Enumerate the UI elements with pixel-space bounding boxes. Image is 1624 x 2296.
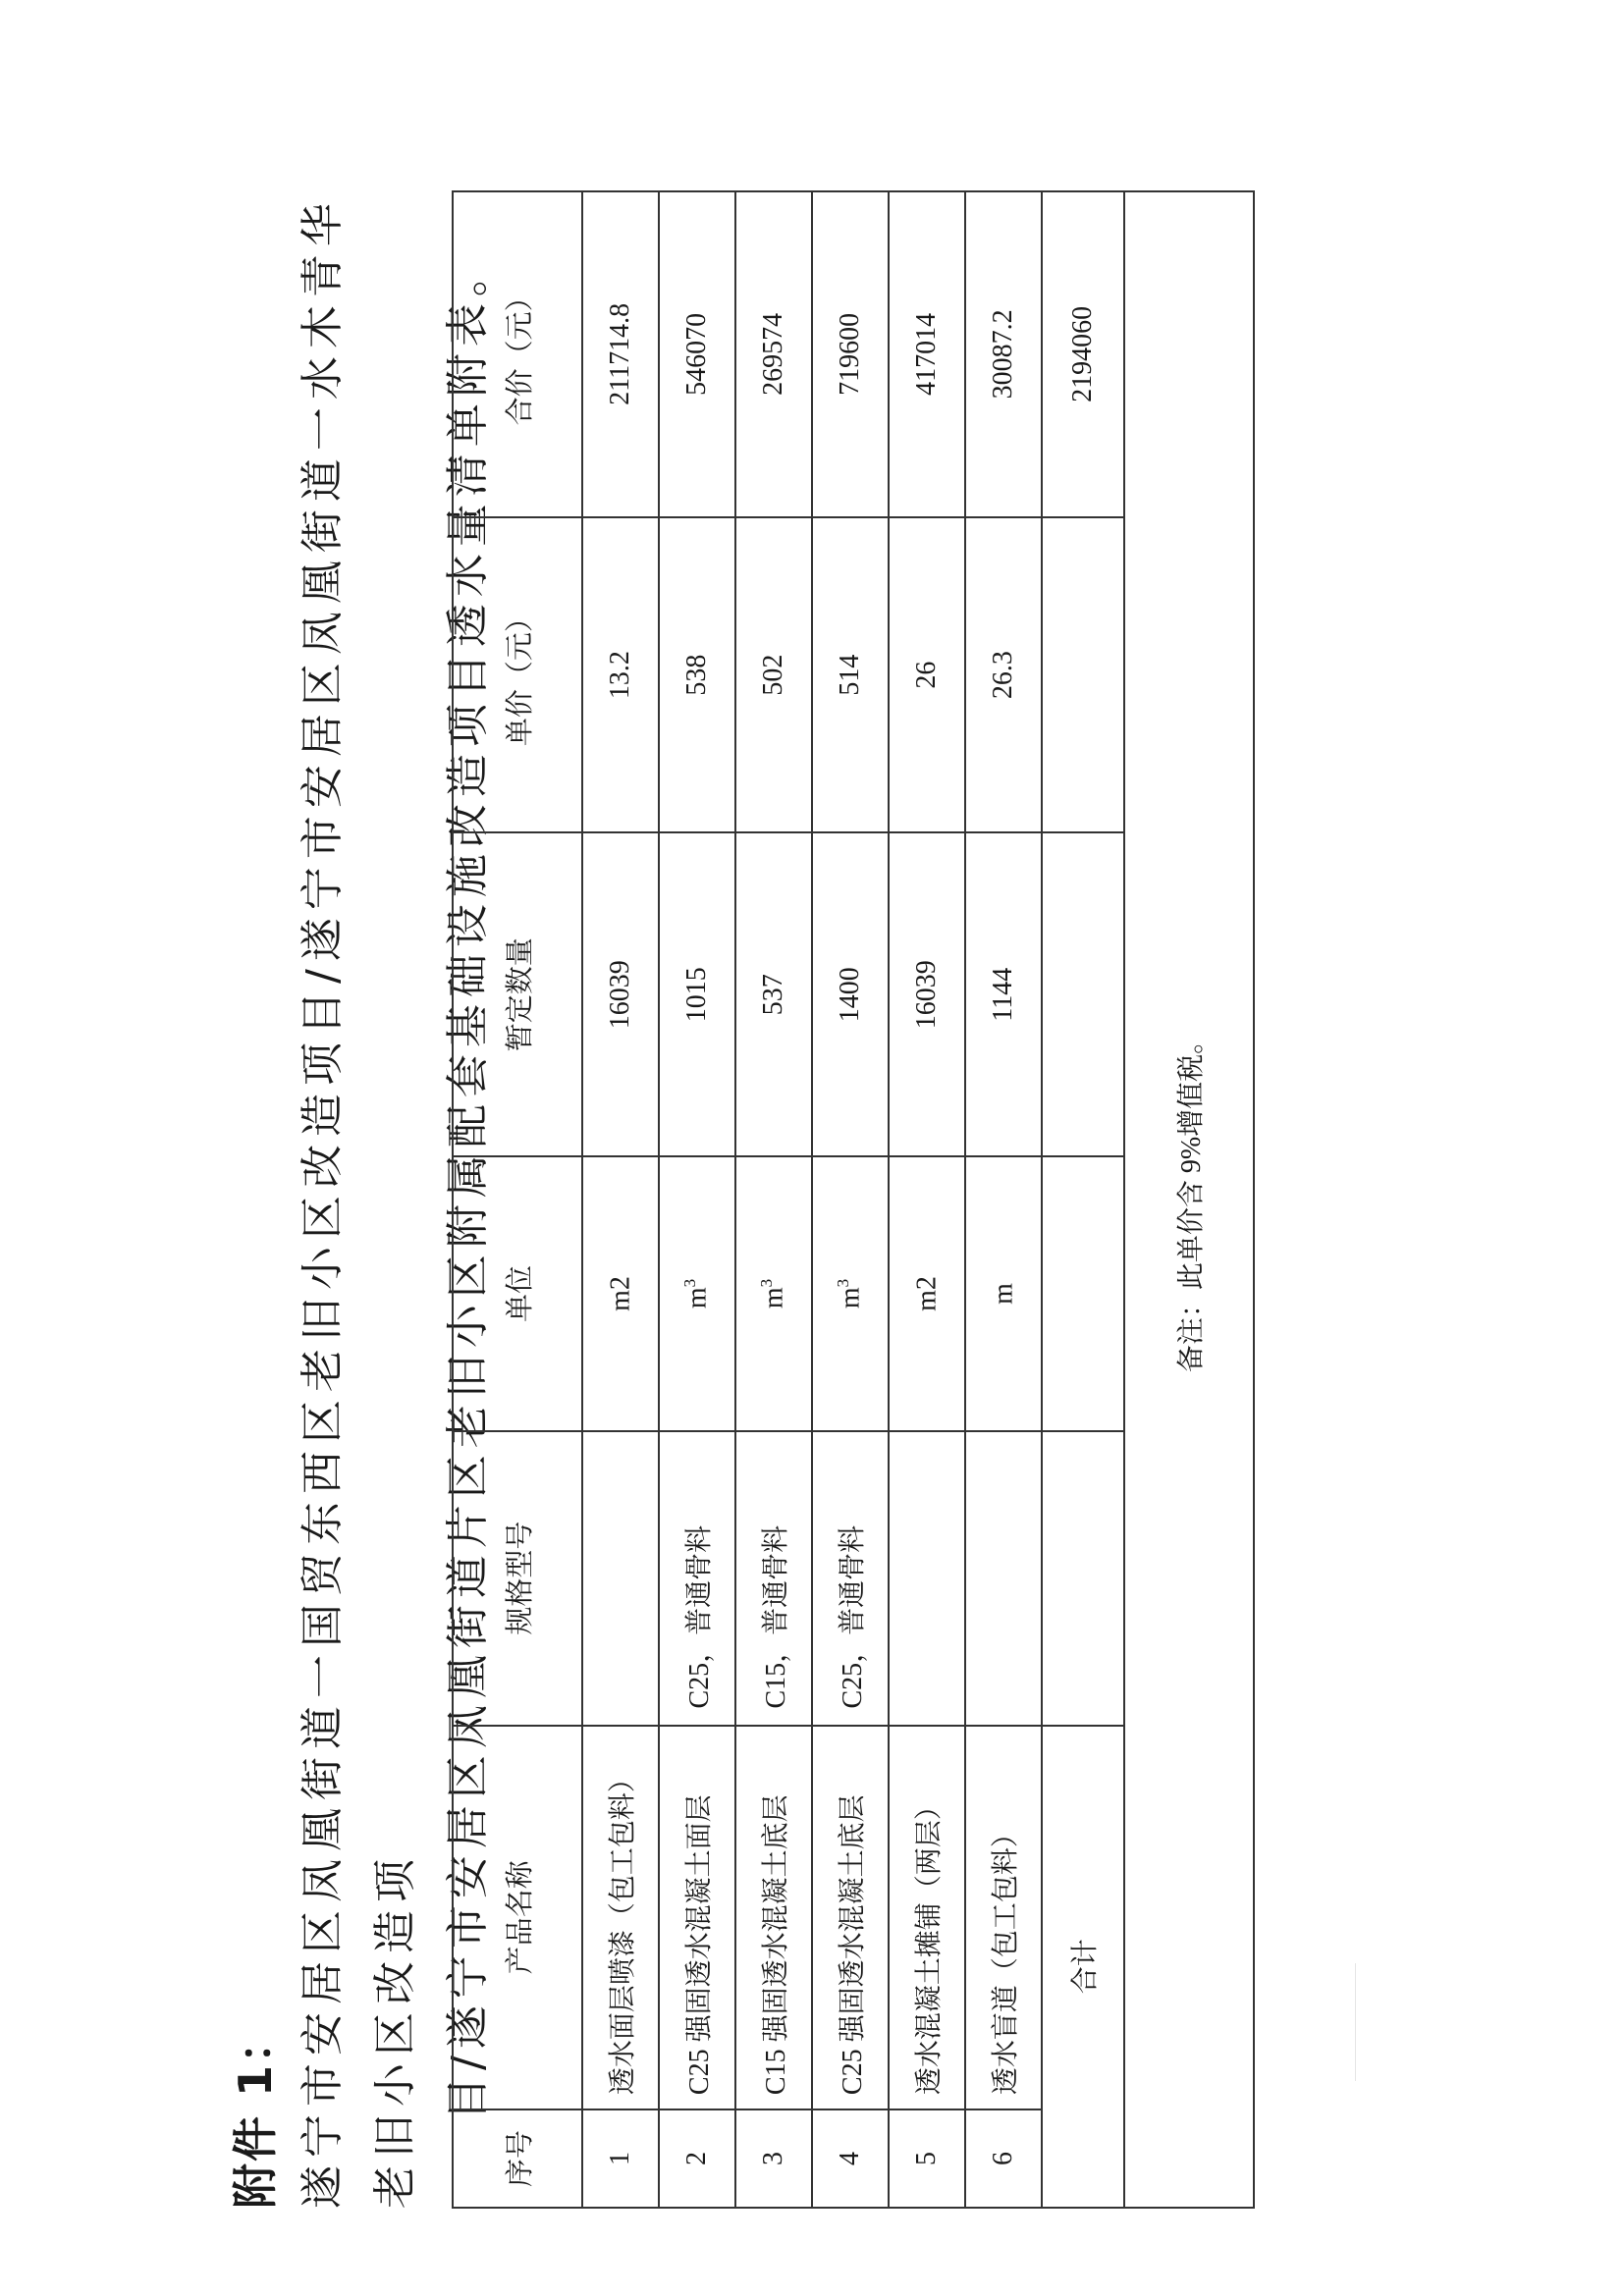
- header-qty: 暂定数量: [453, 832, 582, 1156]
- annex-title: 附件 1：: [229, 2015, 282, 2209]
- row-price: 26.3: [965, 517, 1042, 833]
- row-total: 30087.2: [965, 191, 1042, 517]
- row-qty: 1015: [659, 832, 735, 1156]
- row-no: 2: [659, 2109, 735, 2208]
- row-name: 透水混凝土摊铺（两层）: [889, 1726, 965, 2110]
- table-row: [735, 191, 812, 2208]
- row-qty: 16039: [582, 832, 659, 1156]
- row-no: 3: [735, 2109, 812, 2208]
- row-price: 538: [659, 517, 735, 833]
- header-spec: 规格型号: [453, 1431, 582, 1726]
- row-total: 269574: [735, 191, 812, 517]
- row-unit: $m^3$: [812, 1156, 889, 1431]
- row-name: C25 强固透水混凝土面层: [659, 1726, 735, 2110]
- row-unit: m2: [889, 1156, 965, 1431]
- header-price: 单价（元）: [453, 517, 582, 833]
- total-label: 合计: [1042, 1726, 1124, 2208]
- row-unit: m: [965, 1156, 1042, 1431]
- row-unit: m2: [582, 1156, 659, 1431]
- row-price: 13.2: [582, 517, 659, 833]
- row-no: 1: [582, 2109, 659, 2208]
- row-total: 719600: [812, 191, 889, 517]
- header-name: 产品名称: [453, 1726, 582, 2110]
- header-no: 序号: [453, 2109, 582, 2208]
- table-header-row: [453, 191, 582, 2208]
- row-qty: 1400: [812, 832, 889, 1156]
- note-text: 备注：此单价含 9%增值税。: [1124, 191, 1254, 2208]
- row-name: 透水盲道（包工包料）: [965, 1726, 1042, 2110]
- table-row: [812, 191, 889, 2208]
- total-row: [1042, 191, 1124, 2208]
- row-price: 514: [812, 517, 889, 833]
- row-unit: $m^3$: [659, 1156, 735, 1431]
- row-no: 5: [889, 2109, 965, 2208]
- note-row: [1124, 191, 1254, 2208]
- header-unit: 单位: [453, 1156, 582, 1431]
- row-name: C25 强固透水混凝土底层: [812, 1726, 889, 2110]
- row-price: 26: [889, 517, 965, 833]
- heading-line-1: 遂宁市安居区凤凰街道一国贸东西区老旧小区改造项目/遂宁市安居区凤凰街道一水木青华老旧小区改造项: [298, 195, 420, 2209]
- row-qty: 16039: [889, 832, 965, 1156]
- row-spec: C25，普通骨料: [659, 1431, 735, 1726]
- table-row: [965, 191, 1042, 2208]
- table-row: [889, 191, 965, 2208]
- total-empty-unit: [1042, 1156, 1124, 1431]
- row-qty: 537: [735, 832, 812, 1156]
- total-empty-qty: [1042, 832, 1124, 1156]
- row-price: 502: [735, 517, 812, 833]
- scan-margin-line: [1355, 1963, 1356, 2081]
- row-qty: 1144: [965, 832, 1042, 1156]
- row-no: 6: [965, 2109, 1042, 2208]
- row-spec: [889, 1431, 965, 1726]
- row-no: 4: [812, 2109, 889, 2208]
- row-spec: C25，普通骨料: [812, 1431, 889, 1726]
- row-spec: [582, 1431, 659, 1726]
- row-spec: C15，普通骨料: [735, 1431, 812, 1726]
- header-total: 合价（元）: [453, 191, 582, 517]
- total-empty-price: [1042, 517, 1124, 833]
- row-name: C15 强固透水混凝土底层: [735, 1726, 812, 2110]
- total-empty-spec: [1042, 1431, 1124, 1726]
- table-row: [659, 191, 735, 2208]
- row-total: 211714.8: [582, 191, 659, 517]
- quantity-table: [452, 190, 1255, 2209]
- row-unit: $m^3$: [735, 1156, 812, 1431]
- row-spec: [965, 1431, 1042, 1726]
- total-value: 2194060: [1042, 191, 1124, 517]
- heading-line-2: 目/遂宁市安居区凤凰街道片区老旧小区附属配套基础设施改造项目透水量清单附表。: [443, 246, 493, 2120]
- row-name: 透水面层喷漆（包工包料）: [582, 1726, 659, 2110]
- row-total: 417014: [889, 191, 965, 517]
- rotated-document: [216, 167, 1492, 2228]
- row-total: 546070: [659, 191, 735, 517]
- table-row: [582, 191, 659, 2208]
